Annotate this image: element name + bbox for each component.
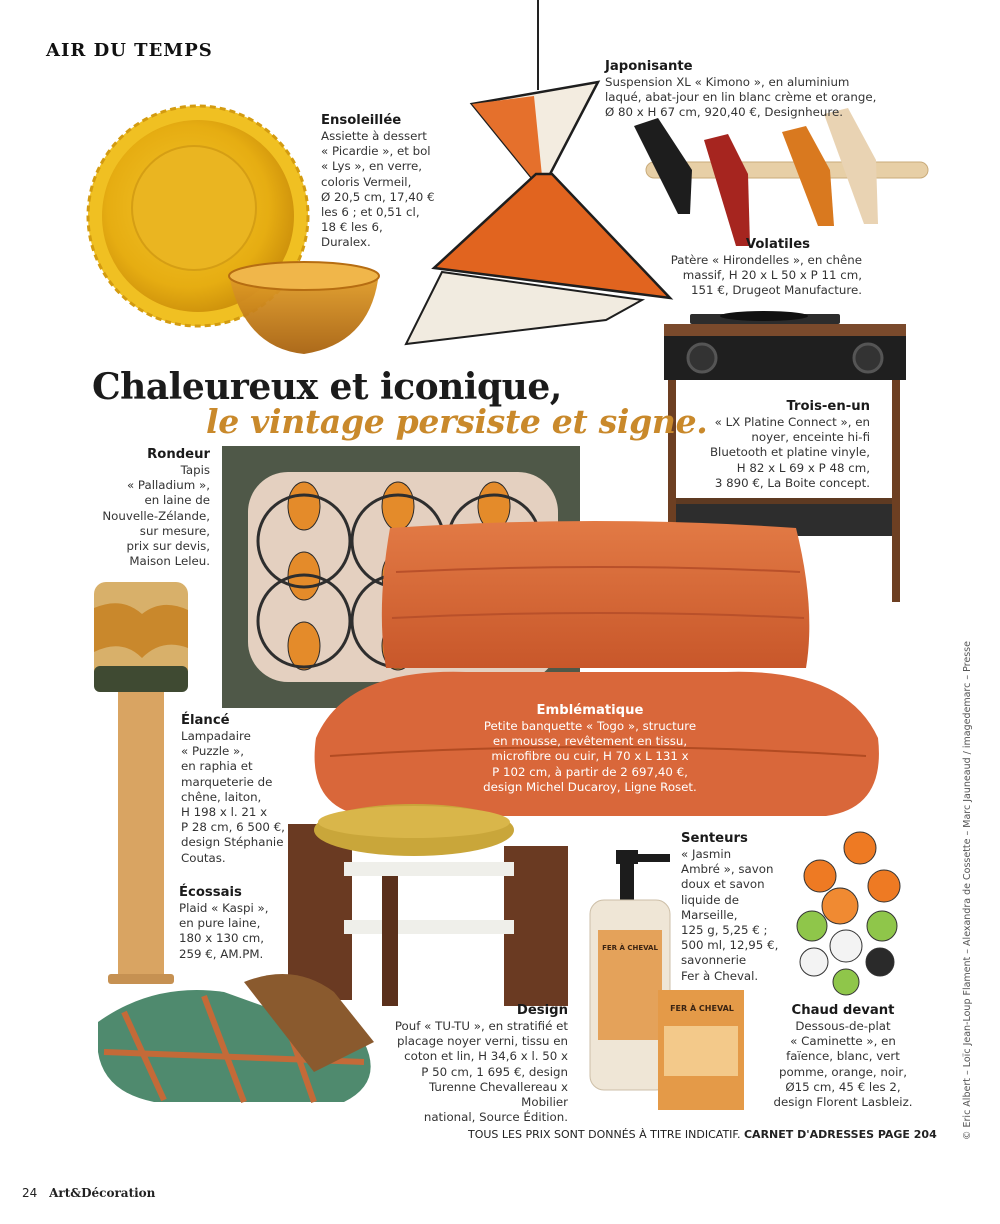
caption-line: Plaid « Kaspi », [179, 901, 269, 915]
caption-line: P 28 cm, 6 500 €, [181, 820, 285, 835]
caption-line: placage noyer verni, tissu en [396, 1034, 568, 1049]
caption-line: massif, H 20 x L 50 x P 11 cm, [682, 268, 862, 283]
caption-line: national, Source Édition. [423, 1110, 568, 1125]
caption-title: Ensoleillée [321, 113, 402, 128]
caption-design [382, 1002, 568, 1125]
caption-line: 151 €, Drugeot Manufacture. [691, 283, 862, 298]
caption-line: Tapis [180, 463, 210, 477]
photo-credits: © Eric Albert – Loïc Jean-Loup Flament – Alexandra de Cossette – Marc Jauneaud / imagedemarc – Presse [962, 641, 973, 1140]
caption-line: en mousse, revêtement en tissu, [492, 734, 688, 749]
caption-line: Maison Leleu. [129, 554, 210, 569]
caption-line: 125 g, 5,25 € ; [681, 923, 768, 938]
caption-line: Coutas. [181, 850, 226, 865]
headline-line-2: le vintage persiste et signe. [206, 402, 708, 441]
caption-line: « Lys », en verre, [321, 159, 423, 174]
caption-line: Ø15 cm, 45 € les 2, [785, 1079, 901, 1094]
caption-title: Emblématique [536, 703, 644, 718]
caption-line: « Palladium », [126, 478, 210, 493]
caption-line: Nouvelle-Zélande, [102, 508, 210, 523]
caption-line: Suspension XL « Kimono », en aluminium [605, 75, 850, 89]
price-disclaimer-text: TOUS LES PRIX SONT DONNÉS À TITRE INDICATIF. [468, 1128, 741, 1141]
headline-line-1: Chaleureux et iconique, [92, 366, 562, 408]
caption-line: 18 € les 6, [321, 220, 383, 235]
caption-line: en raphia et [181, 759, 253, 774]
caption-line: Pouf « TU-TU », en stratifié et [394, 1019, 568, 1033]
caption-line: Ø 20,5 cm, 17,40 € [321, 189, 435, 204]
caption-chaud-devant [770, 1002, 916, 1110]
caption-line: 259 €, AM.PM. [179, 946, 264, 961]
caption-line: H 82 x L 69 x P 48 cm, [736, 460, 870, 475]
coat-hooks-image [624, 106, 934, 246]
floor-lamp-image [92, 578, 192, 988]
caption-japonisante [605, 58, 876, 121]
price-disclaimer [468, 1128, 937, 1141]
caption-line: prix sur devis, [126, 539, 210, 554]
caption-line: P 50 cm, 1 695 €, design [421, 1064, 568, 1079]
page-number: 24 [22, 1186, 38, 1200]
caption-line: chêne, laiton, [181, 789, 262, 804]
caption-line: design Florent Lasbleiz. [773, 1095, 913, 1110]
caption-line: pomme, orange, noir, [778, 1064, 908, 1079]
caption-line: Duralex. [321, 235, 371, 250]
caption-line: laqué, abat-jour en lin blanc crème et orange, [605, 90, 877, 105]
trivet-image [790, 826, 910, 996]
caption-emblematique [470, 702, 710, 795]
caption-line: « Puzzle », [181, 744, 244, 759]
caption-trois-en-un [694, 398, 870, 491]
caption-line: Bluetooth et platine vinyle, [709, 445, 870, 460]
caption-line: 500 ml, 12,95 €, [681, 938, 779, 953]
soap-bottle-label: FER À CHEVAL [602, 944, 658, 952]
caption-title: Rondeur [147, 447, 210, 462]
caption-title: Japonisante [605, 59, 693, 74]
caption-line: liquide de [681, 892, 740, 907]
caption-line: Lampadaire [181, 729, 251, 743]
caption-rondeur [96, 446, 210, 569]
caption-senteurs [681, 830, 778, 984]
address-book-reference: CARNET D'ADRESSES PAGE 204 [743, 1128, 937, 1141]
caption-line: coton et lin, H 34,6 x l. 50 x [404, 1049, 568, 1064]
caption-title: Design [516, 1003, 568, 1018]
caption-line: P 102 cm, à partir de 2 697,40 €, [492, 764, 688, 779]
caption-line: H 198 x l. 21 x [181, 805, 268, 820]
caption-line: « Caminette », en [790, 1034, 896, 1049]
soap-bar-label: FER À CHEVAL [670, 1004, 734, 1013]
caption-elance [181, 712, 285, 866]
caption-line: marqueterie de [181, 774, 273, 789]
page-folio [22, 1186, 155, 1200]
caption-line: microfibre ou cuir, H 70 x L 131 x [491, 749, 689, 764]
caption-line: Dessous-de-plat [795, 1019, 891, 1033]
caption-line: noyer, enceinte hi-fi [751, 430, 870, 445]
caption-line: « Picardie », et bol [321, 144, 431, 159]
caption-volatiles [640, 236, 862, 299]
caption-line: Assiette à dessert [321, 129, 427, 143]
caption-line: Fer à Cheval. [681, 968, 759, 983]
caption-ecossais [179, 884, 269, 962]
caption-line: Marseille, [681, 907, 738, 922]
caption-line: Ambré », savon [681, 862, 774, 877]
caption-line: coloris Vermeil, [321, 174, 412, 189]
caption-line: sur mesure, [139, 523, 210, 538]
caption-title: Écossais [179, 885, 242, 900]
caption-line: en laine de [144, 493, 210, 508]
caption-title: Trois-en-un [786, 399, 870, 414]
caption-line: 3 890 €, La Boite concept. [714, 475, 870, 490]
caption-line: 180 x 130 cm, [179, 931, 264, 946]
caption-line: « LX Platine Connect », en [714, 415, 870, 429]
caption-title: Élancé [181, 713, 230, 728]
caption-line: design Stéphanie [181, 835, 284, 850]
caption-title: Senteurs [681, 831, 748, 846]
caption-line: design Michel Ducaroy, Ligne Roset. [483, 779, 697, 794]
caption-line: savonnerie [681, 953, 747, 968]
caption-ensoleillee [321, 112, 435, 251]
magazine-name: Art&Décoration [49, 1186, 156, 1200]
caption-line: « Jasmin [681, 847, 732, 861]
caption-title: Volatiles [745, 237, 810, 252]
caption-title: Chaud devant [791, 1003, 895, 1018]
caption-line: doux et savon [681, 877, 765, 892]
caption-line: en pure laine, [179, 916, 261, 931]
rubric-title: AIR DU TEMPS [46, 40, 213, 61]
caption-line: les 6 ; et 0,51 cl, [321, 205, 420, 220]
caption-line: faïence, blanc, vert [786, 1049, 900, 1064]
plaid-image [94, 952, 384, 1112]
caption-line: Patère « Hirondelles », en chêne [670, 253, 862, 267]
caption-line: Turenne Chevallereau x Mobilier [429, 1079, 568, 1110]
caption-line: Petite banquette « Togo », structure [483, 719, 697, 733]
caption-line: Ø 80 x H 67 cm, 920,40 €, Designheure. [605, 105, 843, 120]
